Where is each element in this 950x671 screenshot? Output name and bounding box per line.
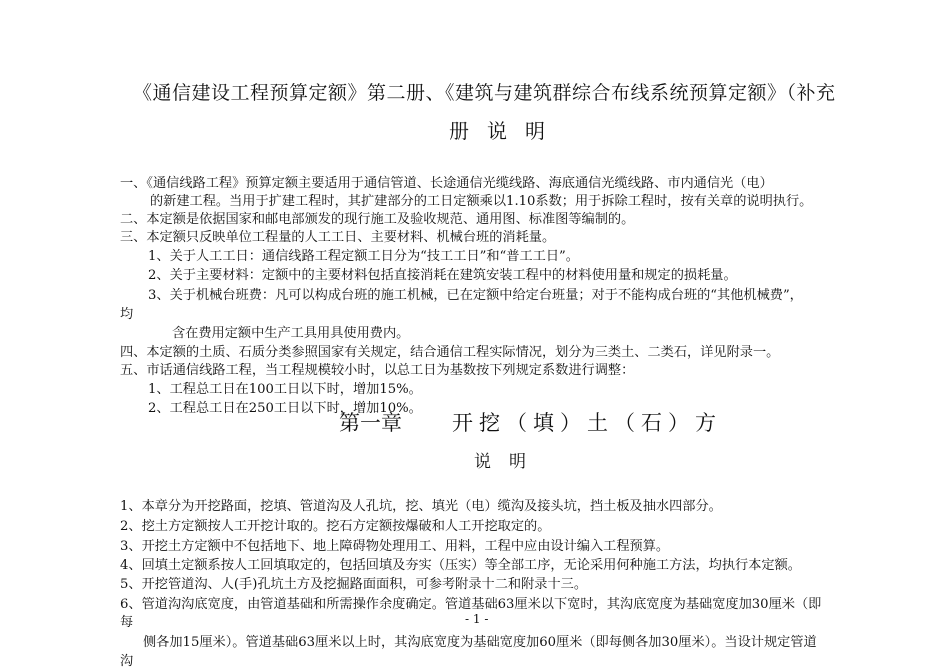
chapter-subtitle: 说明 — [474, 452, 544, 472]
chapter-title: 开挖（填）土（石）方 — [452, 411, 722, 435]
chapter-note-line: 每 — [120, 615, 134, 630]
note-line: 1、工程总工日在100工日以下时，增加15%。 — [148, 382, 422, 397]
document-title: 《通信建设工程预算定额》第二册、《建筑与建筑群综合布线系统预算定额》（补充 — [133, 82, 836, 104]
note-line: 均 — [120, 307, 134, 322]
note-line: 五、市话通信线路工程，当工程规模较小时，以总工日为基数按下列规定系数进行调整： — [120, 363, 635, 378]
note-line: 1、关于人工工日：通信线路工程定额工日分为“技工工日”和“普工工日”。 — [148, 249, 579, 264]
chapter-number: 第一章 — [339, 411, 402, 435]
chapter-note-line: 6、管道沟沟底宽度，由管道基础和所需操作余度确定。管道基础63厘米以下宽时，其沟底宽度为基础宽度加30厘米（即 — [120, 597, 822, 612]
chapter-note-line: 沟 — [120, 654, 134, 669]
chapter-note-line: 2、挖土方定额按人工开挖计取的。挖石方定额按爆破和人工开挖取定的。 — [120, 519, 551, 534]
page-number: - 1 - — [465, 612, 489, 626]
chapter-note-line: 侧各加15厘米）。管道基础63厘米以上时，其沟底宽度为基础宽度加60厘米（即每侧各加30厘米）。当设计规定管道 — [143, 635, 817, 650]
note-line: 2、关于主要材料：定额中的主要材料包括直接消耗在建筑安装工程中的材料使用量和规定的损耗量。 — [148, 268, 737, 283]
note-line: 含在费用定额中生产工具用具使用费内。 — [172, 326, 410, 341]
note-line: 一、《通信线路工程》预算定额主要适用于通信管道、长途通信光缆线路、海底通信光缆线路、市内通信光（电） — [120, 176, 773, 191]
note-line: 三、本定额只反映单位工程量的人工工日、主要材料、机械台班的消耗量。 — [120, 230, 556, 245]
note-line: 3、关于机械台班费：凡可以构成台班的施工机械，已在定额中给定台班量；对于不能构成台班的“其他机械费”， — [148, 288, 803, 303]
chapter-note-line: 3、开挖土方定额中不包括地下、地上障碍物处理用工、用料，工程中应由设计编入工程预算。 — [120, 539, 670, 554]
document-subtitle: 册说明 — [449, 119, 563, 143]
chapter-note-line: 1、本章分为开挖路面，挖填、管道沟及人孔坑，挖、填光（电）缆沟及接头坑，挡土板及抽水四部分。 — [120, 499, 722, 514]
chapter-note-line: 5、开挖管道沟、人(手)孔坑土方及挖掘路面面积，可参考附录十二和附录十三。 — [120, 577, 588, 592]
note-line: 四、本定额的土质、石质分类参照国家有关规定，结合通信工程实际情况，划分为三类土、二类石，详见附录一。 — [120, 345, 780, 360]
chapter-note-line: 4、回填土定额系按人工回填取定的，包括回填及夯实（压实）等全部工序，无论采用何种施工方法，均执行本定额。 — [120, 558, 801, 573]
note-line: 的新建工程。当用于扩建工程时，其扩建部分的工日定额乘以1.10系数；用于拆除工程时，按有关章的说明执行。 — [150, 194, 813, 209]
note-line: 2、工程总工日在250工日以下时，增加10%。 — [148, 401, 422, 416]
note-line: 二、本定额是依据国家和邮电部颁发的现行施工及验收规范、通用图、标准图等编制的。 — [120, 212, 635, 227]
